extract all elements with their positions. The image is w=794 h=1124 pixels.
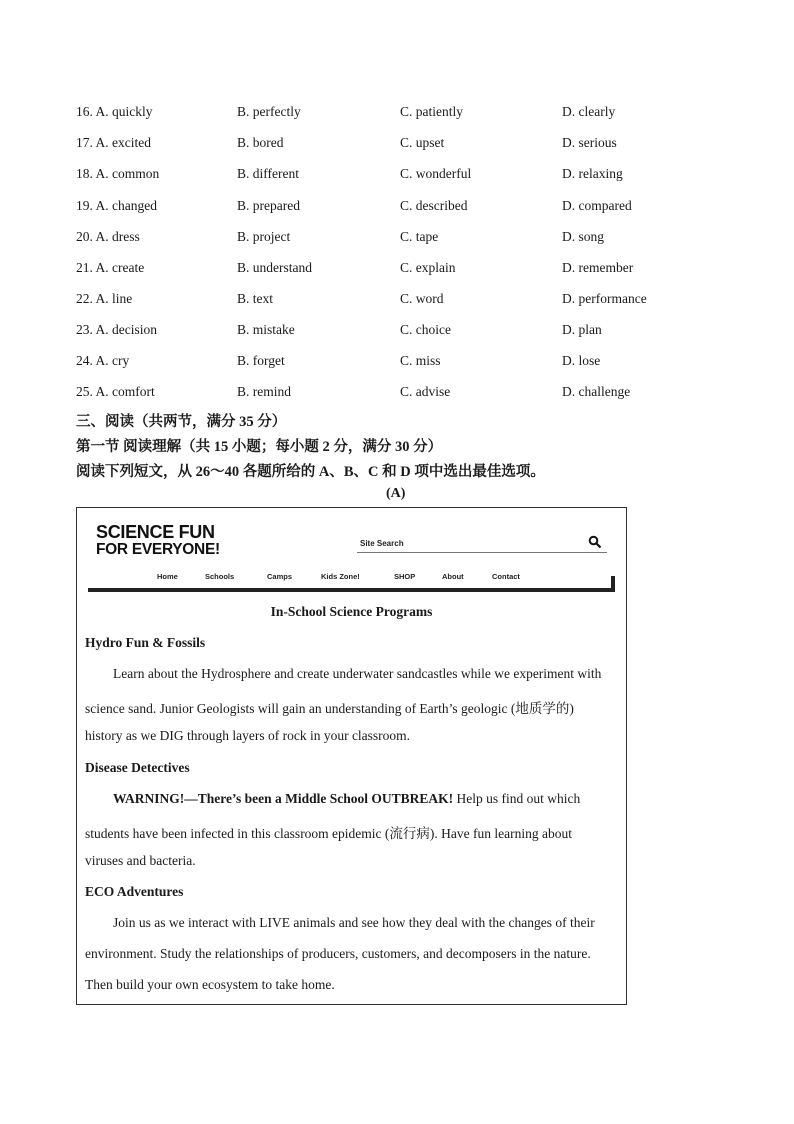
option-c: C. choice xyxy=(400,322,451,337)
question-row-19 xyxy=(76,198,716,218)
option-c: C. advise xyxy=(400,384,451,399)
article-title: In-School Science Programs xyxy=(270,604,433,619)
passage-label: (A) xyxy=(386,486,406,501)
question-row-25 xyxy=(76,384,716,404)
option-c: C. explain xyxy=(400,260,456,275)
paragraph-line: students have been infected in this classroom epidemic (流行病). Have fun learning about xyxy=(85,826,572,841)
nav-item-kids-zone[interactable]: Kids Zone! xyxy=(321,572,360,581)
option-c: C. miss xyxy=(400,353,441,368)
option-a: 23. A. decision xyxy=(76,322,157,337)
nav-bar-end xyxy=(611,576,615,592)
part-one-heading: 第一节 阅读理解（共 15 小题；每小题 2 分，满分 30 分） xyxy=(76,439,443,455)
section-heading: 三、阅读（共两节，满分 35 分） xyxy=(76,414,287,430)
search-icon[interactable] xyxy=(588,535,602,549)
section-heading-disease: Disease Detectives xyxy=(85,760,190,775)
logo-line-2: FOR EVERYONE! xyxy=(96,541,220,558)
question-row-18 xyxy=(76,166,716,186)
search-input[interactable]: Site Search xyxy=(360,539,404,548)
site-logo xyxy=(96,524,220,558)
paragraph-line: Learn about the Hydrosphere and create underwater sandcastles while we experiment with xyxy=(113,666,602,681)
passage-box xyxy=(76,507,627,1005)
option-c: C. word xyxy=(400,291,444,306)
option-b: B. text xyxy=(237,291,273,306)
section-heading-hydro: Hydro Fun & Fossils xyxy=(85,635,206,650)
question-row-16 xyxy=(76,104,716,124)
paragraph-line: environment. Study the relationships of producers, customers, and decomposers in the nature. xyxy=(85,946,591,961)
option-d: D. lose xyxy=(562,353,601,368)
option-c: C. patiently xyxy=(400,104,463,119)
option-a: 16. A. quickly xyxy=(76,104,153,119)
nav-item-contact[interactable]: Contact xyxy=(492,572,520,581)
warning-rest: Help us find out which xyxy=(453,791,581,806)
option-b: B. remind xyxy=(237,384,291,399)
option-b: B. mistake xyxy=(237,322,295,337)
option-d: D. challenge xyxy=(562,384,631,399)
option-d: D. plan xyxy=(562,322,602,337)
logo-line-1: SCIENCE FUN xyxy=(96,522,215,542)
option-c: C. described xyxy=(400,198,468,213)
option-b: B. different xyxy=(237,166,299,181)
paragraph-line xyxy=(113,791,580,807)
option-a: 20. A. dress xyxy=(76,229,140,244)
warning-text: WARNING!—There’s been a Middle School OUTBREAK! xyxy=(113,791,454,806)
option-a: 17. A. excited xyxy=(76,135,151,150)
option-b: B. understand xyxy=(237,260,312,275)
question-row-22 xyxy=(76,291,716,311)
option-a: 24. A. cry xyxy=(76,353,130,368)
option-d: D. clearly xyxy=(562,104,616,119)
paragraph-line: viruses and bacteria. xyxy=(85,853,196,868)
option-a: 25. A. comfort xyxy=(76,384,155,399)
question-row-20 xyxy=(76,229,716,249)
nav-item-camps[interactable]: Camps xyxy=(267,572,293,581)
option-d: D. compared xyxy=(562,198,632,213)
option-b: B. bored xyxy=(237,135,284,150)
option-d: D. performance xyxy=(562,291,647,306)
paragraph-line: science sand. Junior Geologists will gain an understanding of Earth’s geologic (地质学的) xyxy=(85,701,574,716)
question-row-24 xyxy=(76,353,716,373)
nav-item-home[interactable]: Home xyxy=(157,572,178,581)
nav-underline-bar xyxy=(88,588,615,592)
option-b: B. prepared xyxy=(237,198,300,213)
question-row-17 xyxy=(76,135,716,155)
option-b: B. perfectly xyxy=(237,104,301,119)
option-c: C. wonderful xyxy=(400,166,472,181)
option-d: D. remember xyxy=(562,260,634,275)
nav-item-shop[interactable]: SHOP xyxy=(394,572,416,581)
option-a: 21. A. create xyxy=(76,260,145,275)
nav-item-schools[interactable]: Schools xyxy=(205,572,235,581)
search-underline xyxy=(357,552,607,553)
option-c: C. tape xyxy=(400,229,439,244)
option-a: 18. A. common xyxy=(76,166,160,181)
option-d: D. serious xyxy=(562,135,617,150)
option-a: 19. A. changed xyxy=(76,198,157,213)
option-b: B. forget xyxy=(237,353,285,368)
option-d: D. relaxing xyxy=(562,166,623,181)
option-b: B. project xyxy=(237,229,291,244)
option-c: C. upset xyxy=(400,135,445,150)
option-a: 22. A. line xyxy=(76,291,133,306)
question-row-21 xyxy=(76,260,716,280)
nav-item-about[interactable]: About xyxy=(442,572,464,581)
instruction-text: 阅读下列短文，从 26～40 各题所给的 A、B、C 和 D 项中选出最佳选项。 xyxy=(76,464,545,480)
paragraph-line: history as we DIG through layers of rock in your classroom. xyxy=(85,728,411,743)
question-row-23 xyxy=(76,322,716,342)
paragraph-line: Then build your own ecosystem to take home. xyxy=(85,977,335,992)
option-d: D. song xyxy=(562,229,605,244)
section-heading-eco: ECO Adventures xyxy=(85,884,184,899)
paragraph-line: Join us as we interact with LIVE animals and see how they deal with the changes of their xyxy=(113,915,595,930)
